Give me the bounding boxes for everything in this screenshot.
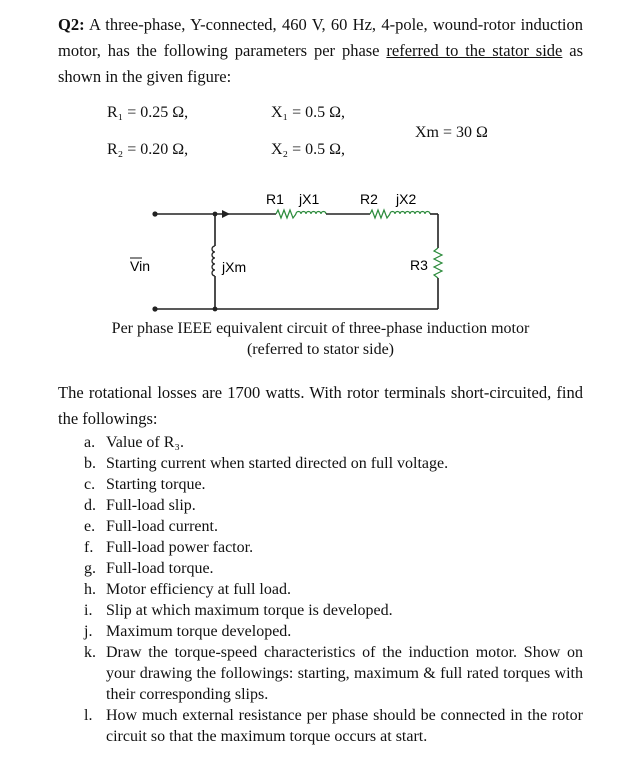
list-item: j. Maximum torque developed. bbox=[84, 623, 292, 640]
label-r3: R3 bbox=[410, 257, 428, 273]
underlined-phrase: referred to the stator side bbox=[386, 41, 563, 60]
node-bottom bbox=[213, 307, 218, 312]
r1-resistor bbox=[276, 210, 296, 218]
list-item: d. Full-load slip. bbox=[84, 497, 196, 514]
list-item: f. Full-load power factor. bbox=[84, 539, 254, 556]
label-r2: R2 bbox=[360, 191, 378, 207]
caption-line-2: (referred to stator side) bbox=[246, 341, 395, 358]
list-item: k. Draw the torque-speed characteristics of the induction motor. Show on your drawing the followings: starting, maximum & full rated torques with their corresponding slips. bbox=[84, 644, 583, 703]
jxm-inductor bbox=[212, 246, 215, 276]
list-item: l. How much external resistance per phase should be connected in the rotor circuit so that the maximum torque occurs at start. bbox=[84, 707, 583, 745]
terminal-bottom bbox=[152, 306, 157, 311]
rotational-losses-paragraph: The rotational losses are 1700 watts. With rotor terminals short-circuited, find the followings: bbox=[58, 383, 583, 428]
list-item: i. Slip at which maximum torque is developed. bbox=[84, 602, 393, 619]
jx1-inductor bbox=[296, 212, 326, 215]
equivalent-circuit-diagram bbox=[0, 0, 635, 320]
param-xm: Xm = 30 Ω bbox=[415, 124, 488, 141]
caption-line-1: Per phase IEEE equivalent circuit of three-phase induction motor bbox=[111, 320, 530, 337]
label-vin: Vin bbox=[130, 258, 150, 274]
list-item: b. Starting current when started directed on full voltage. bbox=[84, 455, 449, 472]
question-text-tail: as shown in the given figure: bbox=[58, 41, 584, 86]
list-item: c. Starting torque. bbox=[84, 476, 206, 493]
label-jx1: jX1 bbox=[299, 191, 320, 207]
question-label: Q2: bbox=[58, 15, 85, 34]
label-jx2: jX2 bbox=[396, 191, 417, 207]
param-x2: X₂ = 0.5 Ω, bbox=[271, 141, 346, 158]
list-item: g. Full-load torque. bbox=[84, 560, 214, 577]
param-r2: R₂ = 0.20 Ω, bbox=[107, 141, 189, 158]
list-item: e. Full-load current. bbox=[84, 518, 218, 535]
figure-caption bbox=[58, 318, 583, 360]
current-arrow bbox=[222, 210, 230, 218]
terminal-top bbox=[152, 211, 157, 216]
question-text: A three-phase, Y-connected, 460 V, 60 Hz, 4-pole, wound-rotor induction motor, has the following parameters per phase bbox=[58, 15, 583, 60]
r3-resistor bbox=[434, 248, 442, 278]
label-jxm: jXm bbox=[222, 259, 247, 275]
label-r1: R1 bbox=[266, 191, 284, 207]
task-list bbox=[58, 432, 583, 747]
param-x1: X₁ = 0.5 Ω, bbox=[271, 104, 346, 121]
r2-resistor bbox=[370, 210, 390, 218]
list-item: a. Value of R₃. bbox=[84, 434, 185, 451]
jx2-inductor bbox=[390, 212, 430, 215]
param-r1: R₁ = 0.25 Ω, bbox=[107, 104, 189, 121]
list-item: h. Motor efficiency at full load. bbox=[84, 581, 291, 598]
